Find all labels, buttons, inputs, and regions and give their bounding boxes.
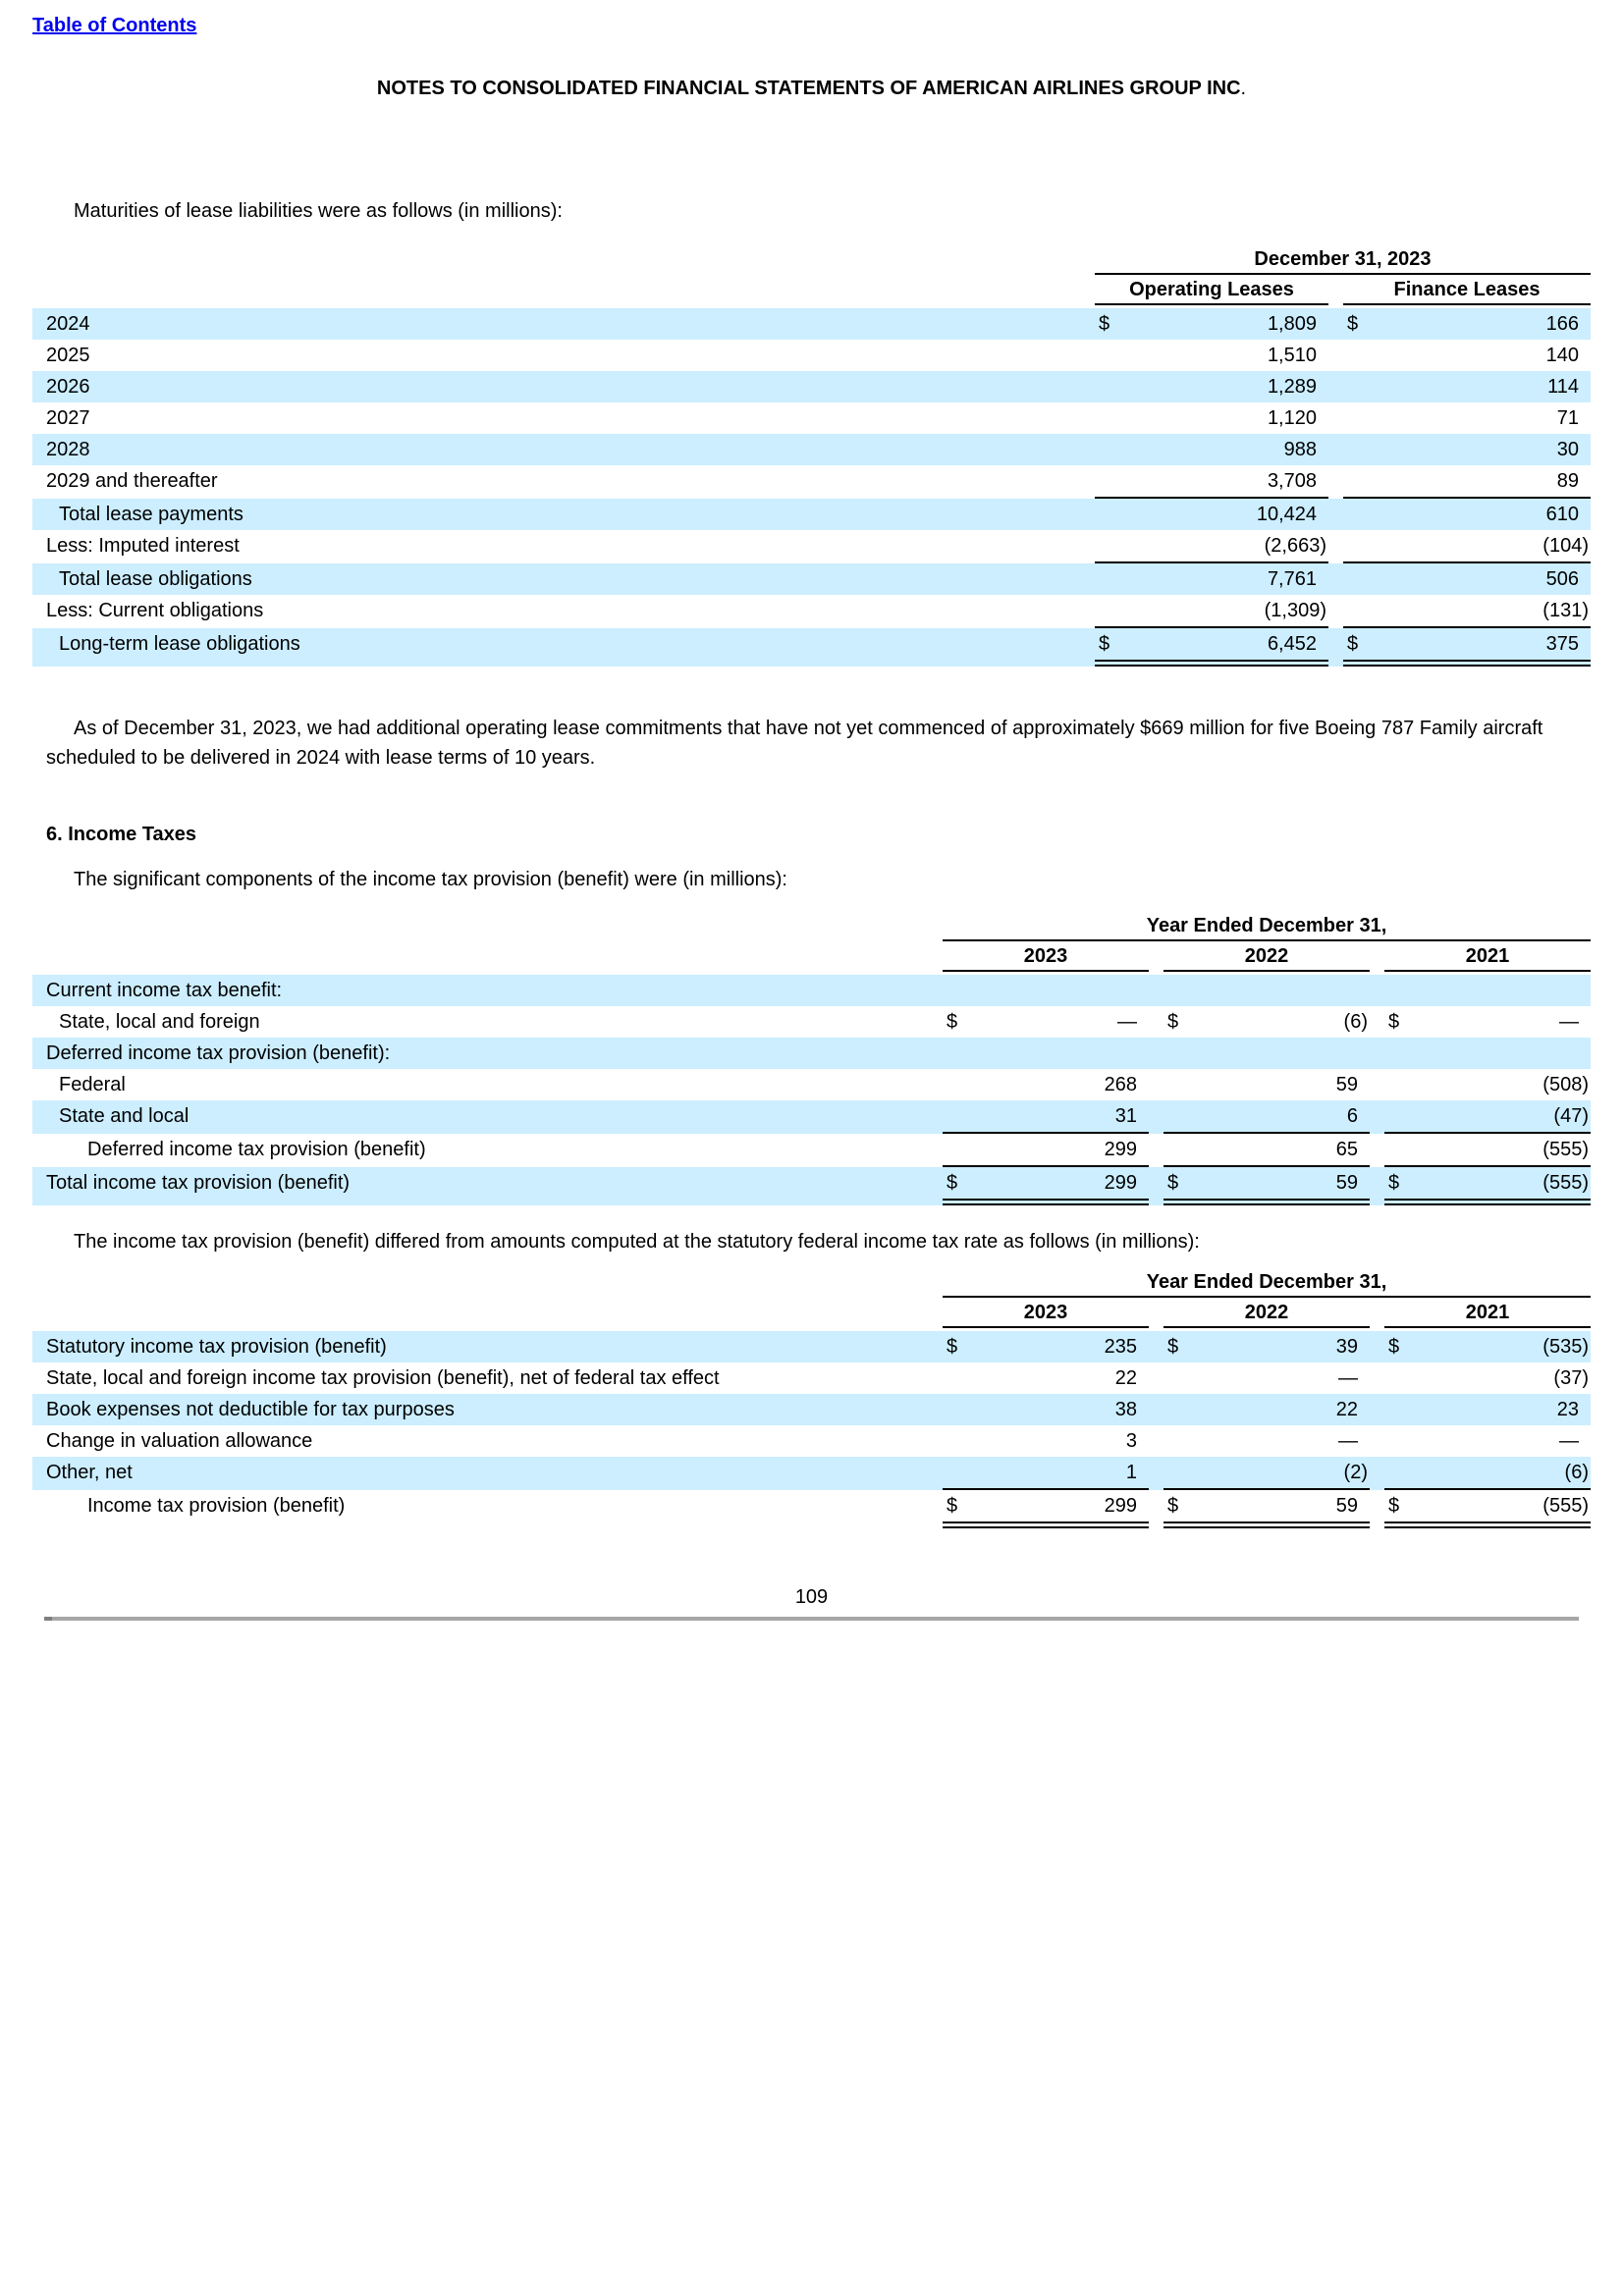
cell-value: 7,761 <box>1267 568 1317 590</box>
cell-group <box>1384 1167 1591 1205</box>
cell-group <box>1095 530 1328 563</box>
cell-value: (2) <box>1343 1462 1368 1483</box>
cell-value: 1,120 <box>1267 407 1317 429</box>
cell-value: 1,809 <box>1267 313 1317 335</box>
cell-group <box>1384 1069 1591 1100</box>
table-row <box>32 530 1591 563</box>
cell-value: 375 <box>1545 633 1579 655</box>
table-subheader-row <box>32 278 1591 305</box>
row-label: 2025 <box>46 345 90 366</box>
cell-value: 59 <box>1335 1172 1358 1194</box>
table-subheader-row <box>32 1301 1591 1328</box>
cell-group <box>943 1490 1149 1528</box>
cell-group <box>1384 1394 1591 1425</box>
row-label: Less: Current obligations <box>46 600 264 621</box>
cell-group <box>1163 1100 1370 1134</box>
cell-value: 299 <box>1104 1172 1137 1194</box>
table-row <box>32 1490 1591 1528</box>
cell-group <box>1384 1100 1591 1134</box>
cell-group <box>1095 340 1328 371</box>
tax-components-table <box>32 914 1591 1205</box>
cell-value: 39 <box>1335 1336 1358 1358</box>
column-header-2022: 2022 <box>1163 944 1370 972</box>
cell-value: 1,510 <box>1267 345 1317 366</box>
table-row <box>32 628 1591 667</box>
cell-group <box>1163 1069 1370 1100</box>
cell-group <box>943 1394 1149 1425</box>
currency-symbol: $ <box>1388 1172 1400 1194</box>
column-header-operating-leases: Operating Leases <box>1095 278 1328 305</box>
cell-value: (555) <box>1542 1172 1589 1194</box>
column-header-finance-leases: Finance Leases <box>1343 278 1591 305</box>
cell-value: (47) <box>1553 1105 1589 1127</box>
cell-group <box>1343 499 1591 530</box>
period-header: Year Ended December 31, <box>943 914 1591 941</box>
cell-value: (6) <box>1564 1462 1589 1483</box>
row-label: Total lease payments <box>59 504 243 525</box>
cell-value: 65 <box>1335 1139 1358 1160</box>
table-subheader-row <box>32 944 1591 972</box>
row-label: State, local and foreign income tax provision (benefit), net of federal tax effect <box>46 1367 720 1389</box>
tax-rate-table <box>32 1270 1591 1528</box>
cell-value: 30 <box>1556 439 1579 460</box>
cell-value: 31 <box>1114 1105 1137 1127</box>
currency-symbol: $ <box>1347 313 1359 335</box>
cell-value: 1,289 <box>1267 376 1317 398</box>
currency-symbol: $ <box>947 1495 958 1517</box>
cell-group <box>1163 1394 1370 1425</box>
cell-group <box>1163 1490 1370 1528</box>
row-label: Current income tax benefit: <box>46 980 283 1001</box>
page-title-period: . <box>1240 78 1247 99</box>
table-row <box>32 434 1591 465</box>
cell-value: (6) <box>1343 1011 1368 1033</box>
cell-group <box>1384 1425 1591 1457</box>
table-of-contents-link[interactable]: Table of Contents <box>32 15 197 36</box>
cell-group <box>1095 402 1328 434</box>
page-title <box>32 77 1591 100</box>
cell-value: (508) <box>1542 1074 1589 1095</box>
row-label: 2029 and thereafter <box>46 470 218 492</box>
row-label: Change in valuation allowance <box>46 1430 313 1452</box>
cell-value: 506 <box>1545 568 1579 590</box>
cell-value: — <box>1559 1011 1579 1033</box>
table-header-row <box>32 914 1591 941</box>
cell-value: 59 <box>1335 1074 1358 1095</box>
table-row <box>32 1006 1591 1038</box>
currency-symbol: $ <box>1099 313 1110 335</box>
cell-value: 6 <box>1346 1105 1358 1127</box>
cell-group <box>1384 1331 1591 1362</box>
cell-value: 299 <box>1104 1495 1137 1517</box>
cell-group <box>1343 595 1591 628</box>
cell-group <box>1343 340 1591 371</box>
row-label: Income tax provision (benefit) <box>87 1495 346 1517</box>
cell-value: (104) <box>1542 535 1589 557</box>
cell-value: 22 <box>1335 1399 1358 1420</box>
cell-group <box>1384 1362 1591 1394</box>
cell-group <box>1384 1006 1591 1038</box>
cell-value: 59 <box>1335 1495 1358 1517</box>
cell-value: 610 <box>1545 504 1579 525</box>
table-row <box>32 340 1591 371</box>
currency-symbol: $ <box>1167 1336 1179 1358</box>
cell-value: 22 <box>1114 1367 1137 1389</box>
cell-group <box>943 1069 1149 1100</box>
lease-maturities-table <box>32 247 1591 667</box>
table-row <box>32 1457 1591 1490</box>
cell-group <box>1384 1490 1591 1528</box>
table-row <box>32 1362 1591 1394</box>
column-header-2021: 2021 <box>1384 944 1591 972</box>
currency-symbol: $ <box>1167 1495 1179 1517</box>
cell-value: — <box>1338 1367 1358 1389</box>
currency-symbol: $ <box>947 1011 958 1033</box>
cell-group <box>1095 434 1328 465</box>
table-row <box>32 1394 1591 1425</box>
cell-value: 23 <box>1556 1399 1579 1420</box>
cell-group <box>943 1362 1149 1394</box>
cell-group <box>1343 530 1591 563</box>
row-label: 2028 <box>46 439 90 460</box>
column-header-2021: 2021 <box>1384 1301 1591 1328</box>
cell-group <box>1343 434 1591 465</box>
income-taxes-heading: 6. Income Taxes <box>46 824 197 845</box>
cell-group <box>1163 1331 1370 1362</box>
cell-value: (1,309) <box>1264 600 1326 621</box>
cell-group <box>1095 371 1328 402</box>
table-row <box>32 563 1591 595</box>
cell-group <box>1384 1457 1591 1490</box>
row-label: Total income tax provision (benefit) <box>46 1172 351 1194</box>
row-label: Deferred income tax provision (benefit): <box>46 1042 391 1064</box>
column-header-2023: 2023 <box>943 1301 1149 1328</box>
row-label: Other, net <box>46 1462 133 1483</box>
row-label: Book expenses not deductible for tax purposes <box>46 1399 455 1420</box>
row-label: 2027 <box>46 407 90 429</box>
table-row <box>32 1425 1591 1457</box>
row-label: Less: Imputed interest <box>46 535 240 557</box>
page-title-text: NOTES TO CONSOLIDATED FINANCIAL STATEMENTS OF AMERICAN AIRLINES GROUP INC <box>376 78 1241 99</box>
row-label: 2026 <box>46 376 90 398</box>
cell-value: 3 <box>1125 1430 1137 1452</box>
lease-maturities-intro: Maturities of lease liabilities were as follows (in millions): <box>74 200 563 222</box>
cell-value: (555) <box>1542 1139 1589 1160</box>
cell-value: 71 <box>1556 407 1579 429</box>
row-label: Deferred income tax provision (benefit) <box>87 1139 426 1160</box>
currency-symbol: $ <box>1388 1011 1400 1033</box>
currency-symbol: $ <box>1347 633 1359 655</box>
cell-group <box>1095 563 1328 595</box>
cell-group <box>943 1457 1149 1490</box>
cell-value: 10,424 <box>1256 504 1317 525</box>
cell-group <box>1343 402 1591 434</box>
period-header: Year Ended December 31, <box>943 1270 1591 1298</box>
cell-group <box>943 1006 1149 1038</box>
cell-group <box>943 1167 1149 1205</box>
cell-value: 988 <box>1283 439 1317 460</box>
table-row <box>32 499 1591 530</box>
cell-value: — <box>1559 1430 1579 1452</box>
cell-group <box>1095 595 1328 628</box>
cell-value: — <box>1117 1011 1137 1033</box>
cell-group <box>1384 1134 1591 1167</box>
row-label: 2024 <box>46 313 90 335</box>
cell-value: — <box>1338 1430 1358 1452</box>
cell-group <box>1343 628 1591 667</box>
cell-value: (131) <box>1542 600 1589 621</box>
cell-value: 6,452 <box>1267 633 1317 655</box>
cell-value: 268 <box>1104 1074 1137 1095</box>
cell-group <box>943 1100 1149 1134</box>
table-section-row <box>32 975 1591 1006</box>
currency-symbol: $ <box>1388 1495 1400 1517</box>
table-row <box>32 1331 1591 1362</box>
row-label: Total lease obligations <box>59 568 252 590</box>
cell-group <box>1163 1425 1370 1457</box>
table-row <box>32 308 1591 340</box>
table-row <box>32 1100 1591 1134</box>
cell-group <box>1343 563 1591 595</box>
period-header: December 31, 2023 <box>1095 247 1591 275</box>
cell-value: 114 <box>1547 376 1579 398</box>
currency-symbol: $ <box>947 1336 958 1358</box>
cell-value: (37) <box>1553 1367 1589 1389</box>
tax-components-intro: The significant components of the income tax provision (benefit) were (in millions): <box>74 869 787 890</box>
cell-group <box>1095 465 1328 499</box>
table-row <box>32 595 1591 628</box>
currency-symbol: $ <box>1099 633 1110 655</box>
cell-group <box>1163 1167 1370 1205</box>
table-header-row <box>32 1270 1591 1298</box>
cell-value: 3,708 <box>1267 470 1317 492</box>
currency-symbol: $ <box>1388 1336 1400 1358</box>
table-row <box>32 1069 1591 1100</box>
cell-group <box>943 1134 1149 1167</box>
cell-group <box>943 1425 1149 1457</box>
table-row <box>32 371 1591 402</box>
cell-value: 166 <box>1545 313 1579 335</box>
row-label: Federal <box>59 1074 126 1095</box>
cell-value: 38 <box>1114 1399 1137 1420</box>
cell-group <box>1343 308 1591 340</box>
row-label: Statutory income tax provision (benefit) <box>46 1336 387 1358</box>
table-row <box>32 402 1591 434</box>
cell-group <box>1095 308 1328 340</box>
cell-value: (555) <box>1542 1495 1589 1517</box>
cell-value: 235 <box>1104 1336 1137 1358</box>
cell-group <box>1163 1457 1370 1490</box>
cell-group <box>1095 499 1328 530</box>
row-label: State and local <box>59 1105 189 1127</box>
lease-commitments-note: As of December 31, 2023, we had additional operating lease commitments that have not yet commenced of approximately $669 million for five Boeing 787 Family aircraft scheduled to be delivered in 2024 with lease terms of 10 years. <box>46 718 1543 769</box>
currency-symbol: $ <box>1167 1172 1179 1194</box>
currency-symbol: $ <box>947 1172 958 1194</box>
row-label: Long-term lease obligations <box>59 633 300 655</box>
table-row <box>32 1134 1591 1167</box>
cell-value: 299 <box>1104 1139 1137 1160</box>
column-header-2022: 2022 <box>1163 1301 1370 1328</box>
table-row <box>32 1167 1591 1205</box>
cell-group <box>943 1331 1149 1362</box>
currency-symbol: $ <box>1167 1011 1179 1033</box>
tax-rate-intro: The income tax provision (benefit) differed from amounts computed at the statutory federal income tax rate as follows (in millions): <box>74 1231 1200 1253</box>
table-header-row <box>32 247 1591 275</box>
cell-value: 89 <box>1556 470 1579 492</box>
table-row <box>32 465 1591 499</box>
cell-value: 140 <box>1545 345 1579 366</box>
cell-group <box>1163 1134 1370 1167</box>
cell-group <box>1095 628 1328 667</box>
cell-group <box>1343 465 1591 499</box>
cell-group <box>1163 1006 1370 1038</box>
cell-group <box>1163 1362 1370 1394</box>
row-label: State, local and foreign <box>59 1011 260 1033</box>
page-number: 109 <box>794 1586 829 1608</box>
cell-value: (535) <box>1542 1336 1589 1358</box>
table-section-row <box>32 1038 1591 1069</box>
column-header-2023: 2023 <box>943 944 1149 972</box>
page-separator-rule <box>44 1617 1579 1621</box>
cell-value: (2,663) <box>1264 535 1326 557</box>
cell-value: 1 <box>1125 1462 1137 1483</box>
cell-group <box>1343 371 1591 402</box>
